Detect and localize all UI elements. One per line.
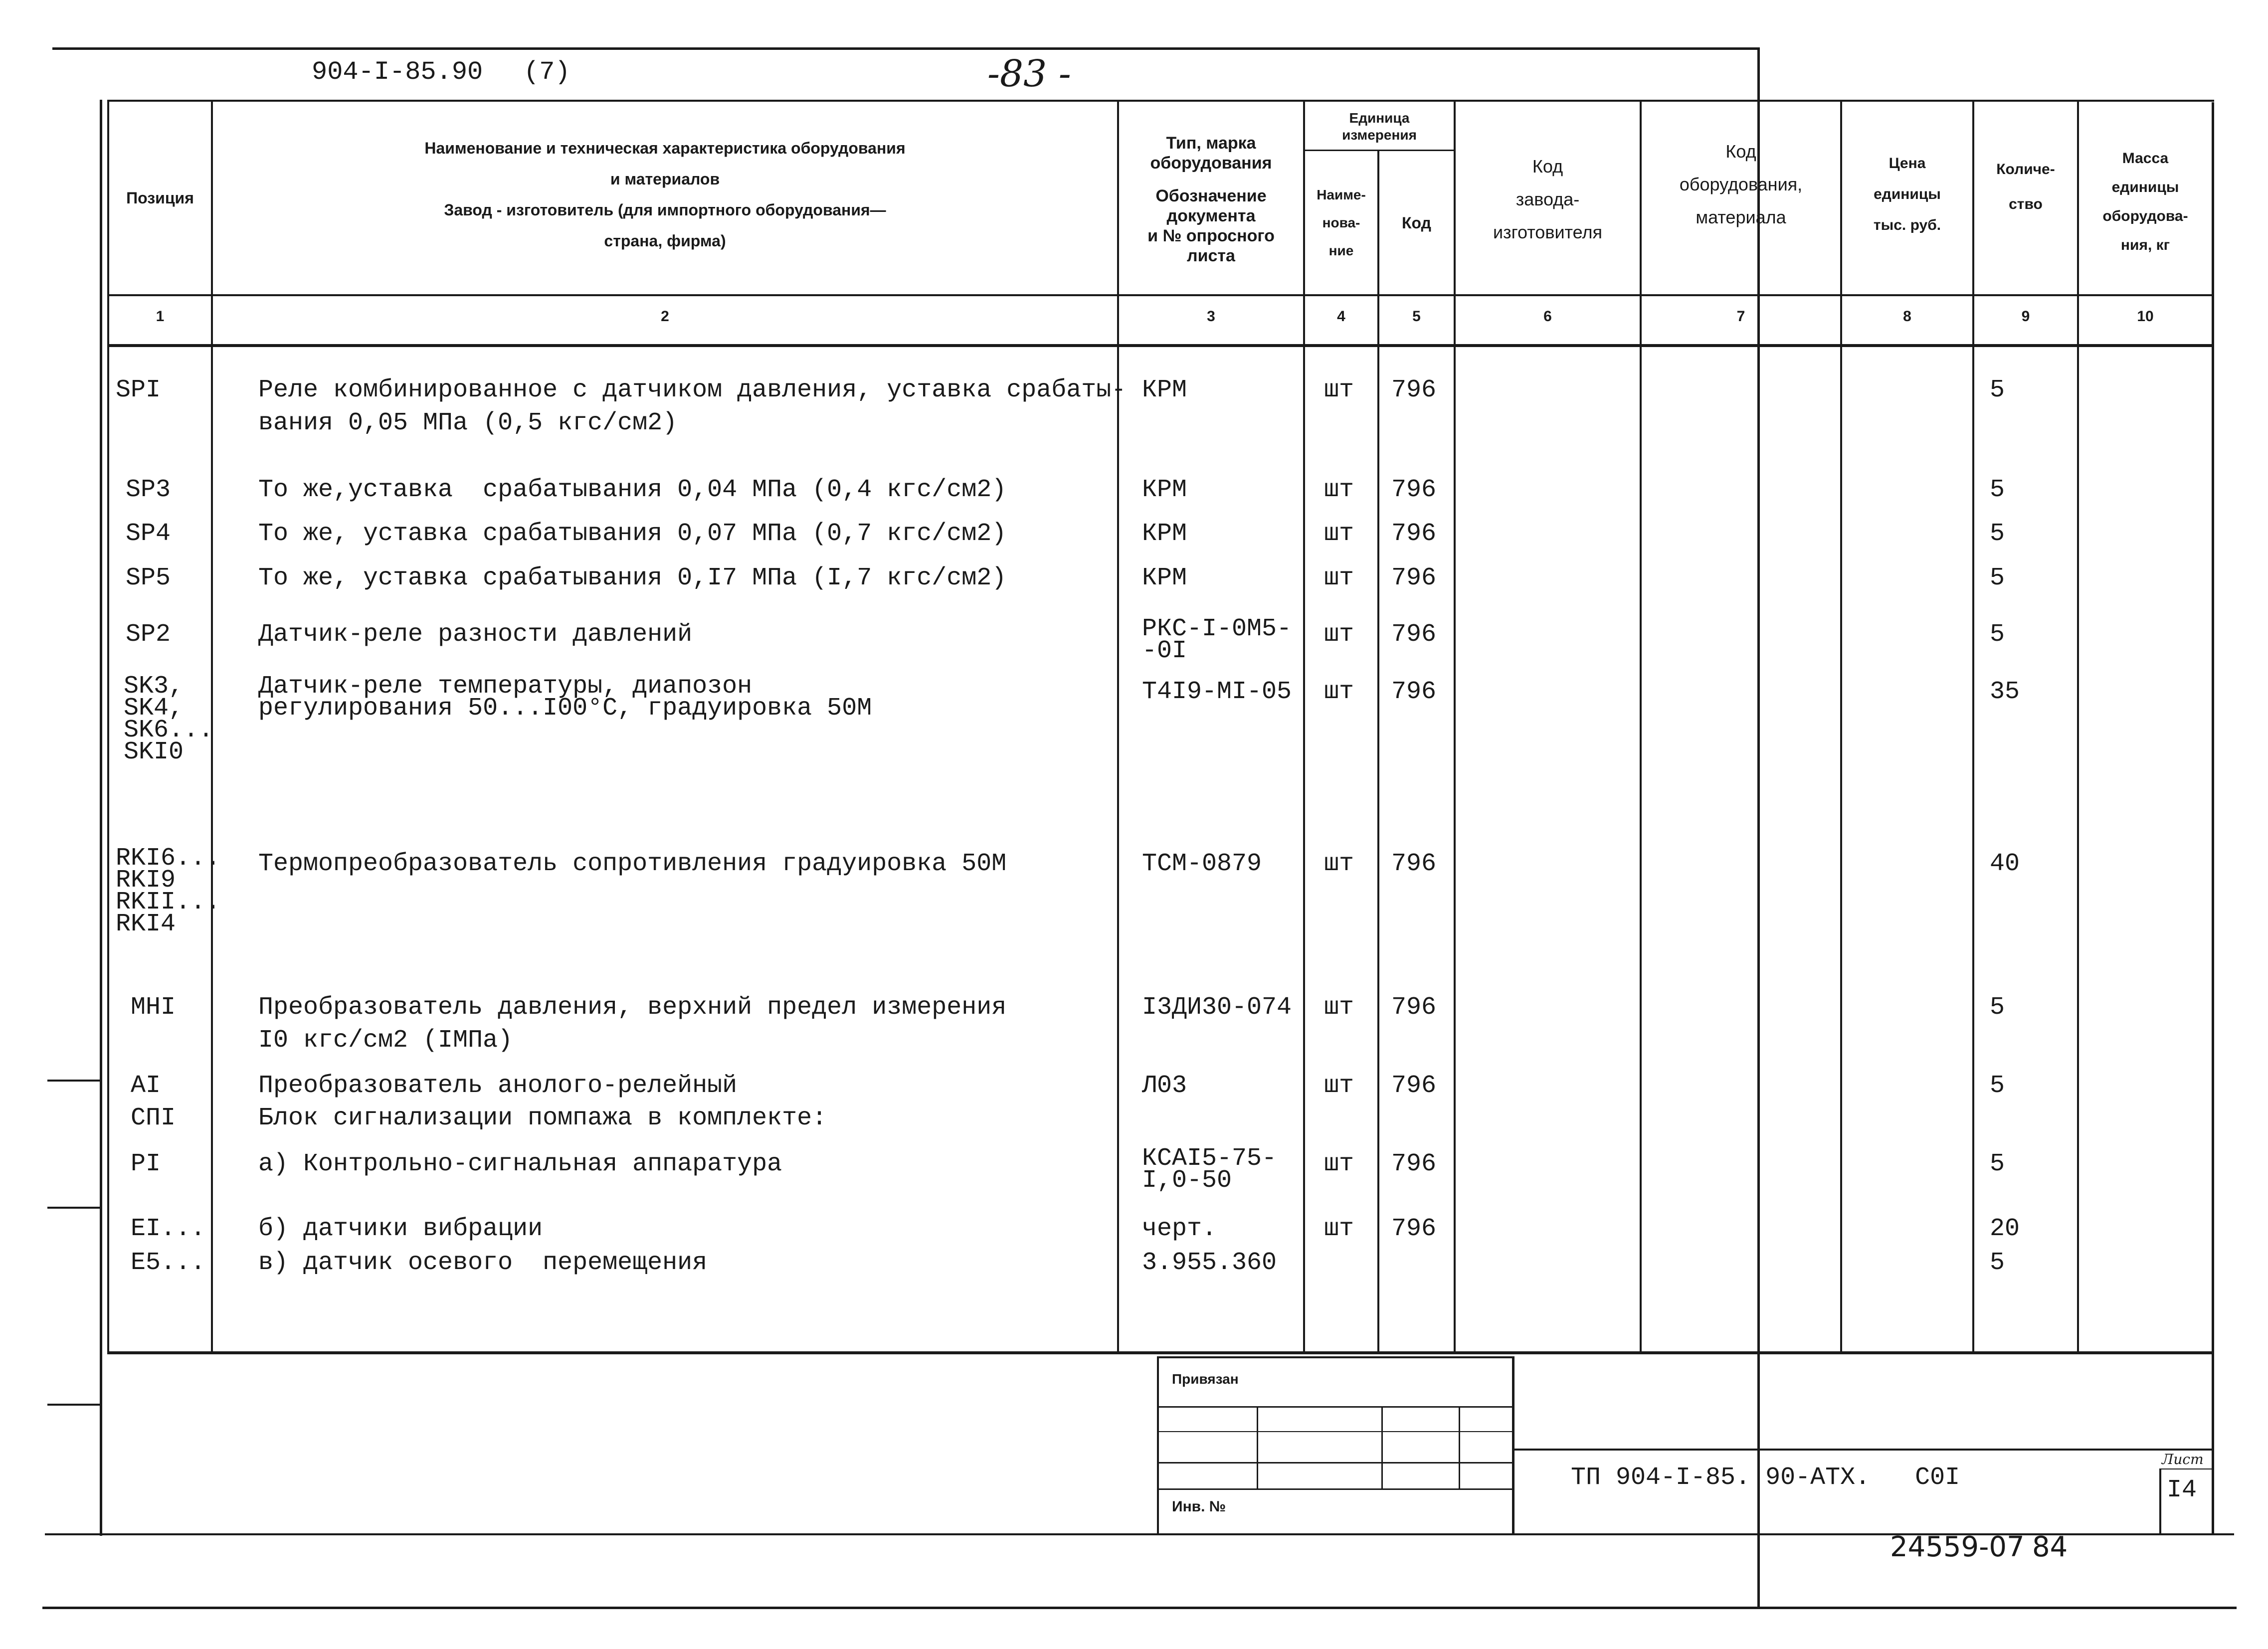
frame-right-border — [1757, 47, 1760, 1608]
header-unit-name-line2: нова- — [1322, 214, 1360, 230]
stamp-row-4 — [1157, 1488, 1512, 1490]
stamp-outer-left — [1157, 1356, 1159, 1533]
document-designation: ТП 904-I-85. 90-АТХ. С0I — [1571, 1464, 1960, 1492]
row-code: 796 — [1391, 620, 1437, 649]
row-position: SP3 — [126, 476, 171, 504]
title-block-top — [1512, 1449, 2214, 1451]
header-position — [109, 102, 211, 294]
header-equipment-code — [1642, 130, 1840, 239]
row-quantity: 40 — [1990, 850, 2020, 878]
header-quantity-line2: ство — [2009, 196, 2043, 212]
colnum-1: 1 — [156, 308, 165, 325]
header-price-line3: тыс. руб. — [1873, 217, 1941, 233]
row-position: АI — [131, 1072, 161, 1100]
header-equipment-code-line1: Код — [1725, 141, 1756, 162]
row-unit: шт — [1324, 1215, 1354, 1243]
row-name: Преобразователь давления, верхний предел измерения I0 кгс/см2 (IМПа) — [258, 993, 1007, 1055]
colnum-10: 10 — [2137, 308, 2154, 325]
header-factory-code — [1456, 130, 1640, 269]
row-name: а) Контрольно-сигнальная аппаратура — [258, 1150, 782, 1178]
header-unit-line2: измерения — [1342, 127, 1417, 143]
col-line-9 — [2077, 100, 2079, 1354]
archive-number: 24559-07 — [1890, 1531, 2025, 1563]
list-label: Лист — [2162, 1451, 2204, 1467]
row-position: RKI6... RKI9 RKII... RKI4 — [116, 844, 221, 938]
col-line-8 — [1972, 100, 1974, 1354]
row-unit: шт — [1324, 376, 1354, 404]
row-position: Е5... — [131, 1249, 206, 1277]
header-unit-code-label: Код — [1402, 213, 1431, 232]
row-name: Преобразователь анолого-релейный — [258, 1072, 738, 1100]
row-type: ТСМ-0879 — [1142, 850, 1262, 878]
header-unit-name — [1305, 151, 1377, 294]
colnum-3: 3 — [1207, 308, 1215, 325]
row-name: Реле комбинированное с датчиком давления, уставка срабаты- вания 0,05 МПа (0,5 кгс/см2) — [258, 376, 1127, 437]
row-unit: шт — [1324, 678, 1354, 706]
header-type-line6: листа — [1187, 246, 1235, 265]
header-name — [213, 120, 1117, 269]
sheet-number: (7) — [524, 57, 570, 87]
header-position-label: Позиция — [126, 189, 194, 207]
margin-tick — [47, 1080, 102, 1082]
row-code: 796 — [1391, 476, 1437, 504]
colnum-7: 7 — [1736, 308, 1745, 325]
row-type: КРМ — [1142, 376, 1187, 404]
col-line-7 — [1840, 100, 1842, 1354]
document-code: 904-I-85.90 — [312, 57, 483, 87]
header-price-line2: единицы — [1874, 186, 1941, 202]
frame-right-inner — [2212, 102, 2214, 1533]
header-type-line2: оборудования — [1150, 154, 1272, 173]
header-equipment-code-line2: оборудования, — [1679, 174, 1803, 194]
stamp-inventory-label: Инв. № — [1172, 1498, 1226, 1515]
table-bottom-line — [107, 1351, 2214, 1354]
stamp-col-1 — [1257, 1406, 1258, 1488]
header-mass — [2079, 140, 2212, 264]
header-mass-line4: ния, кг — [2120, 237, 2170, 253]
row-code: 796 — [1391, 850, 1437, 878]
row-unit: шт — [1324, 520, 1354, 548]
row-unit: шт — [1324, 620, 1354, 649]
stamp-outer-right — [1512, 1356, 1514, 1533]
frame-bottom-border — [42, 1607, 2237, 1609]
header-name-line4: страна, фирма) — [604, 232, 726, 250]
row-unit: шт — [1324, 1150, 1354, 1178]
row-code: 796 — [1391, 1150, 1437, 1178]
frame-top-border — [52, 47, 1758, 50]
header-type-line4: документа — [1166, 206, 1256, 225]
row-code: 796 — [1391, 376, 1437, 404]
header-mass-line3: оборудова- — [2102, 208, 2188, 224]
row-quantity: 5 — [1990, 376, 2005, 404]
header-unit-name-line1: Наиме- — [1317, 186, 1366, 202]
row-name: То же,уставка срабатывания 0,04 МПа (0,4 кгс/см2) — [258, 476, 1007, 504]
colnum-8: 8 — [1903, 308, 1911, 325]
header-type-line5: и № опросного — [1147, 226, 1275, 245]
row-type: I3ДИ30-074 — [1142, 993, 1292, 1022]
row-quantity: 5 — [1990, 1150, 2005, 1178]
row-type: РКС-I-0М5- -0I — [1142, 615, 1292, 665]
row-type: черт. — [1142, 1215, 1217, 1243]
header-type-line3: Обозначение — [1155, 186, 1267, 205]
row-name: Блок сигнализации помпажа в комплекте: — [258, 1104, 827, 1132]
row-type: Л03 — [1142, 1072, 1187, 1100]
row-type: Т4I9-МI-05 — [1142, 678, 1292, 706]
header-factory-code-line1: Код — [1532, 156, 1563, 177]
header-quantity-line1: Количе- — [1996, 161, 2055, 178]
row-code: 796 — [1391, 520, 1437, 548]
row-position: SP2 — [126, 620, 171, 649]
colnum-2: 2 — [661, 308, 669, 325]
row-quantity: 35 — [1990, 678, 2020, 706]
row-name: То же, уставка срабатывания 0,07 МПа (0,7 кгс/см2) — [258, 520, 1007, 548]
row-position: ЕI... — [131, 1215, 206, 1243]
header-unit-group — [1305, 105, 1454, 149]
header-factory-code-line2: завода- — [1515, 189, 1580, 209]
row-quantity: 5 — [1990, 476, 2005, 504]
row-code: 796 — [1391, 1072, 1437, 1100]
stamp-outer-top — [1157, 1356, 1513, 1358]
header-unit-code — [1379, 151, 1454, 294]
header-mass-line1: Масса — [2122, 150, 2169, 167]
header-price-line1: Цена — [1889, 155, 1926, 172]
colnum-5: 5 — [1412, 308, 1421, 325]
header-name-line1: Наименование и техническая характеристика оборудования — [424, 139, 906, 157]
stamp-privyazan-label: Привязан — [1172, 1371, 1239, 1387]
row-position: СПI — [131, 1104, 176, 1132]
row-code: 796 — [1391, 564, 1437, 592]
row-unit: шт — [1324, 1072, 1354, 1100]
page-mark: -83 - — [987, 52, 1071, 95]
row-position: SPI — [116, 376, 161, 404]
col-line-6 — [1640, 100, 1642, 1354]
row-quantity: 5 — [1990, 520, 2005, 548]
header-name-line3: Завод - изготовитель (для импортного оборудования— — [444, 201, 886, 219]
header-unit-name-line3: ние — [1328, 242, 1354, 258]
row-type: 3.955.360 — [1142, 1249, 1277, 1277]
row-type: КРМ — [1142, 520, 1187, 548]
table-top-line — [107, 100, 2214, 102]
frame-left-border — [100, 100, 102, 1536]
stamp-col-3 — [1459, 1406, 1460, 1488]
row-name: Датчик-реле температуры, диапозон регулирования 50...I00°C, градуировка 50М — [258, 672, 872, 723]
header-factory-code-line3: изготовителя — [1493, 222, 1602, 242]
margin-tick — [47, 1404, 102, 1406]
row-position: РI — [131, 1150, 161, 1178]
row-unit: шт — [1324, 476, 1354, 504]
row-code: 796 — [1391, 678, 1437, 706]
colnum-4: 4 — [1337, 308, 1345, 325]
table-colnum-divider — [107, 344, 2214, 347]
row-code: 796 — [1391, 1215, 1437, 1243]
header-equipment-code-line3: материала — [1696, 207, 1786, 227]
header-type — [1119, 120, 1303, 279]
row-quantity: 5 — [1990, 993, 2005, 1022]
list-cell-line — [2159, 1468, 2161, 1533]
row-quantity: 5 — [1990, 620, 2005, 649]
header-price — [1842, 140, 1972, 249]
row-type: КРМ — [1142, 476, 1187, 504]
colnum-6: 6 — [1543, 308, 1552, 325]
header-mass-line2: единицы — [2111, 179, 2179, 195]
row-quantity: 5 — [1990, 1249, 2005, 1277]
archive-page-number: 84 — [2032, 1531, 2068, 1563]
row-quantity: 20 — [1990, 1215, 2020, 1243]
margin-tick — [47, 1207, 102, 1209]
row-name: б) датчики вибрации — [258, 1215, 543, 1243]
header-quantity — [1974, 150, 2077, 224]
list-number: I4 — [2167, 1476, 2197, 1504]
row-position: SP4 — [126, 520, 171, 548]
row-name: Термопреобразователь сопротивления градуировка 50М — [258, 850, 1007, 878]
list-cell-divider — [2159, 1468, 2212, 1469]
row-quantity: 5 — [1990, 564, 2005, 592]
row-type: КСАI5-75- I,0-50 — [1142, 1144, 1277, 1195]
stamp-col-2 — [1381, 1406, 1383, 1488]
header-type-line1: Тип, марка — [1166, 134, 1256, 153]
row-name: То же, уставка срабатывания 0,I7 МПа (I,7 кгс/см2) — [258, 564, 1007, 592]
header-name-line2: и материалов — [610, 170, 720, 188]
row-unit: шт — [1324, 993, 1354, 1022]
row-position: МНI — [131, 993, 176, 1022]
row-type: КРМ — [1142, 564, 1187, 592]
colnum-9: 9 — [2021, 308, 2030, 325]
row-unit: шт — [1324, 850, 1354, 878]
row-position: SK3, SK4, SK6... SKI0 — [124, 672, 214, 766]
row-position: SP5 — [126, 564, 171, 592]
row-code: 796 — [1391, 993, 1437, 1022]
row-unit: шт — [1324, 564, 1354, 592]
row-name: Датчик-реле разности давлений — [258, 620, 693, 649]
row-quantity: 5 — [1990, 1072, 2005, 1100]
header-unit-line1: Единица — [1349, 110, 1410, 126]
row-name: в) датчик осевого перемещения — [258, 1249, 708, 1277]
col-line-5 — [1454, 100, 1456, 1354]
col-line-2 — [1117, 100, 1119, 1354]
table-header-divider — [107, 294, 2214, 296]
